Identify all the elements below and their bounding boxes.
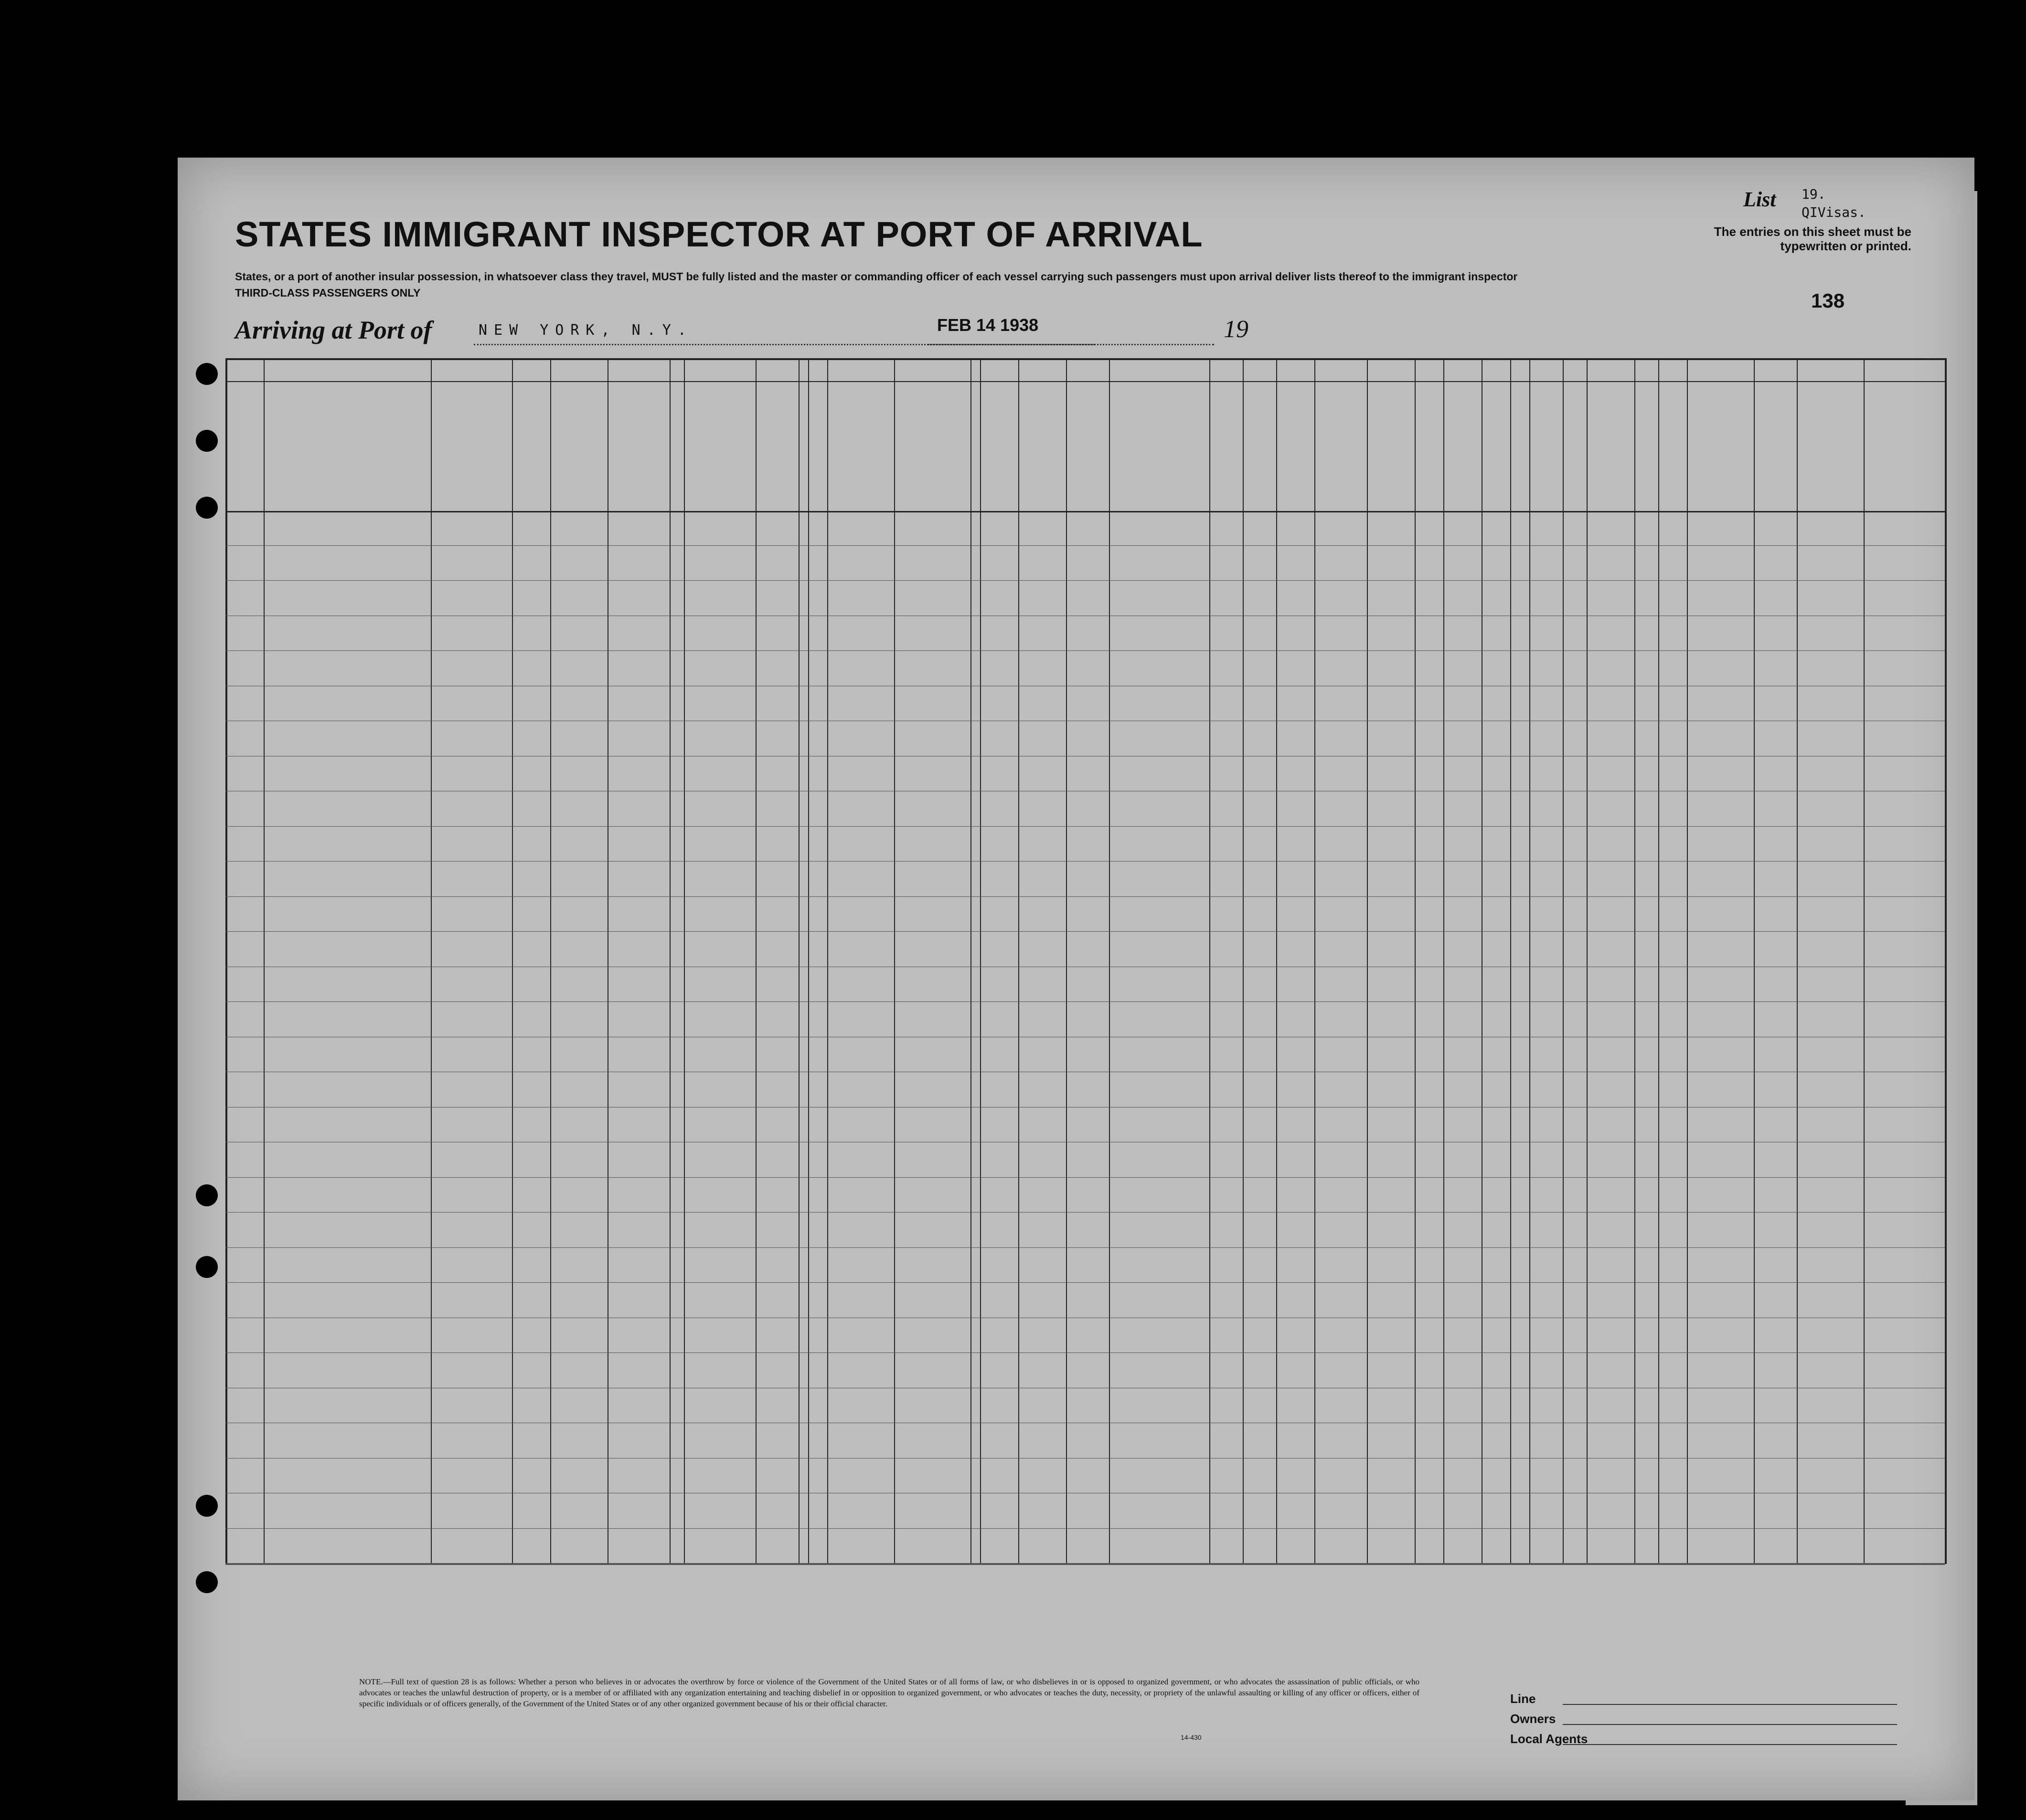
agents-signature-line — [1563, 1744, 1897, 1745]
grid-rule-v — [1687, 358, 1688, 1564]
grid-rule-v — [1563, 358, 1564, 1564]
grid-rule-v — [512, 358, 513, 1564]
grid-rule-row — [225, 1352, 1945, 1353]
grid-rule-v — [431, 358, 432, 1564]
grid-rule-row — [225, 1212, 1945, 1213]
grid-rule-row — [225, 545, 1945, 546]
page-number: 138 — [1811, 289, 1845, 312]
grid-rule-row — [225, 1177, 1945, 1178]
grid-rule-v — [1510, 358, 1511, 1564]
grid-rule-top — [225, 358, 1945, 360]
punch-hole — [196, 1184, 218, 1206]
grid-rule-v — [264, 358, 265, 1564]
punch-hole — [196, 497, 218, 519]
grid-rule-row — [225, 931, 1945, 932]
grid-rule-v — [1634, 358, 1635, 1564]
grid-rule-v — [1276, 358, 1277, 1564]
typewritten-note: The entries on this sheet must be typewritten or printed. — [1714, 224, 1911, 253]
grid-rule-v — [1864, 358, 1865, 1564]
grid-rule-v — [1367, 358, 1368, 1564]
footnote: NOTE.—Full text of question 28 is as follows: Whether a person who believes in or advocates the overthrow by force or violence of the Government of the United States or of all forms of law, or who disbelieves in or is opposed to organized government, or who advocates the assassination of public officials, or who advocates or teaches the unlawful destruction of property, or is a member of or affiliated with any organization entertaining and teaching disbelief in or opposition to organized government, or who advocates or teaches the duty, necessity, or propriety of the unlawful assaulting or killing of any officer or officers, either of specific individuals or of officers generally, of the Government of the United States or of any other organized government because of his or their official character. — [359, 1677, 1419, 1708]
port-value: NEW YORK, N.Y. — [479, 322, 693, 339]
line-label: Line — [1510, 1692, 1536, 1706]
grid-rule-row — [225, 1528, 1945, 1529]
grid-rule-v — [970, 358, 971, 1564]
subtitle: States, or a port of another insular possession, in whatsoever class they travel, MUST be fully listed and the master or commanding officer of each vessel carrying such passengers must upon arrival deliver lists thereof to the immigrant inspector — [235, 270, 1518, 283]
port-label: Arriving at Port of — [235, 316, 432, 344]
grid-rule-row — [225, 1247, 1945, 1248]
owners-signature-line — [1563, 1724, 1897, 1725]
grid-rule-v — [1018, 358, 1019, 1564]
grid-rule-v — [1443, 358, 1444, 1564]
grid-rule-v — [670, 358, 671, 1564]
grid-rule-v — [1587, 358, 1588, 1564]
manifest-sheet — [178, 158, 1974, 1800]
grid-rule-v — [1754, 358, 1755, 1564]
grid-rule-row — [225, 650, 1945, 651]
grid-rule-v — [1314, 358, 1315, 1564]
class-line: THIRD-CLASS PASSENGERS ONLY — [235, 287, 421, 299]
grid-rule-v — [827, 358, 828, 1564]
form-number: 14-430 — [1181, 1734, 1202, 1741]
grid-rule-v — [1529, 358, 1530, 1564]
punch-hole — [196, 1495, 218, 1517]
punch-hole — [196, 1571, 218, 1593]
grid-rule-v — [1797, 358, 1798, 1564]
grid-rule-v — [1945, 358, 1947, 1564]
grid-rule-row — [225, 580, 1945, 581]
grid-rule-v — [684, 358, 685, 1564]
grid-rule-row — [225, 896, 1945, 897]
grid-rule-row — [225, 1001, 1945, 1002]
grid-rule-v — [1066, 358, 1067, 1564]
grid-rule-v — [980, 358, 981, 1564]
grid-rule-colnum — [225, 381, 1945, 382]
year-prefix: 19 — [1224, 316, 1248, 343]
grid-rule-v — [756, 358, 757, 1564]
list-label: List — [1743, 188, 1776, 211]
list-number: 19. — [1802, 186, 1826, 202]
page-title: STATES IMMIGRANT INSPECTOR AT PORT OF ARRIVAL — [235, 214, 1203, 254]
grid-rule-v — [808, 358, 809, 1564]
grid-rule-v — [225, 358, 227, 1564]
agents-label: Local Agents — [1510, 1732, 1588, 1746]
grid-rule-v — [894, 358, 895, 1564]
punch-hole — [196, 1256, 218, 1278]
punch-hole — [196, 430, 218, 452]
owners-label: Owners — [1510, 1712, 1556, 1726]
arrival-date: FEB 14 1938 — [937, 315, 1039, 335]
date-line — [928, 344, 1214, 345]
grid-rule-row — [225, 1563, 1945, 1565]
grid-rule-row — [225, 826, 1945, 827]
grid-rule-v — [1109, 358, 1110, 1564]
grid-rule-v — [1209, 358, 1210, 1564]
grid-rule-row — [225, 1282, 1945, 1283]
grid-rule-header-bottom — [225, 511, 1945, 512]
manifest-table — [178, 358, 1974, 1581]
line-signature-line — [1563, 1704, 1897, 1705]
grid-rule-v — [1415, 358, 1416, 1564]
list-class: QIVisas. — [1802, 204, 1866, 220]
punch-hole — [196, 363, 218, 385]
grid-rule-v — [1243, 358, 1244, 1564]
grid-rule-row — [225, 861, 1945, 862]
grid-rule-v — [550, 358, 551, 1564]
grid-rule-v — [1658, 358, 1659, 1564]
grid-rule-v — [799, 358, 800, 1564]
